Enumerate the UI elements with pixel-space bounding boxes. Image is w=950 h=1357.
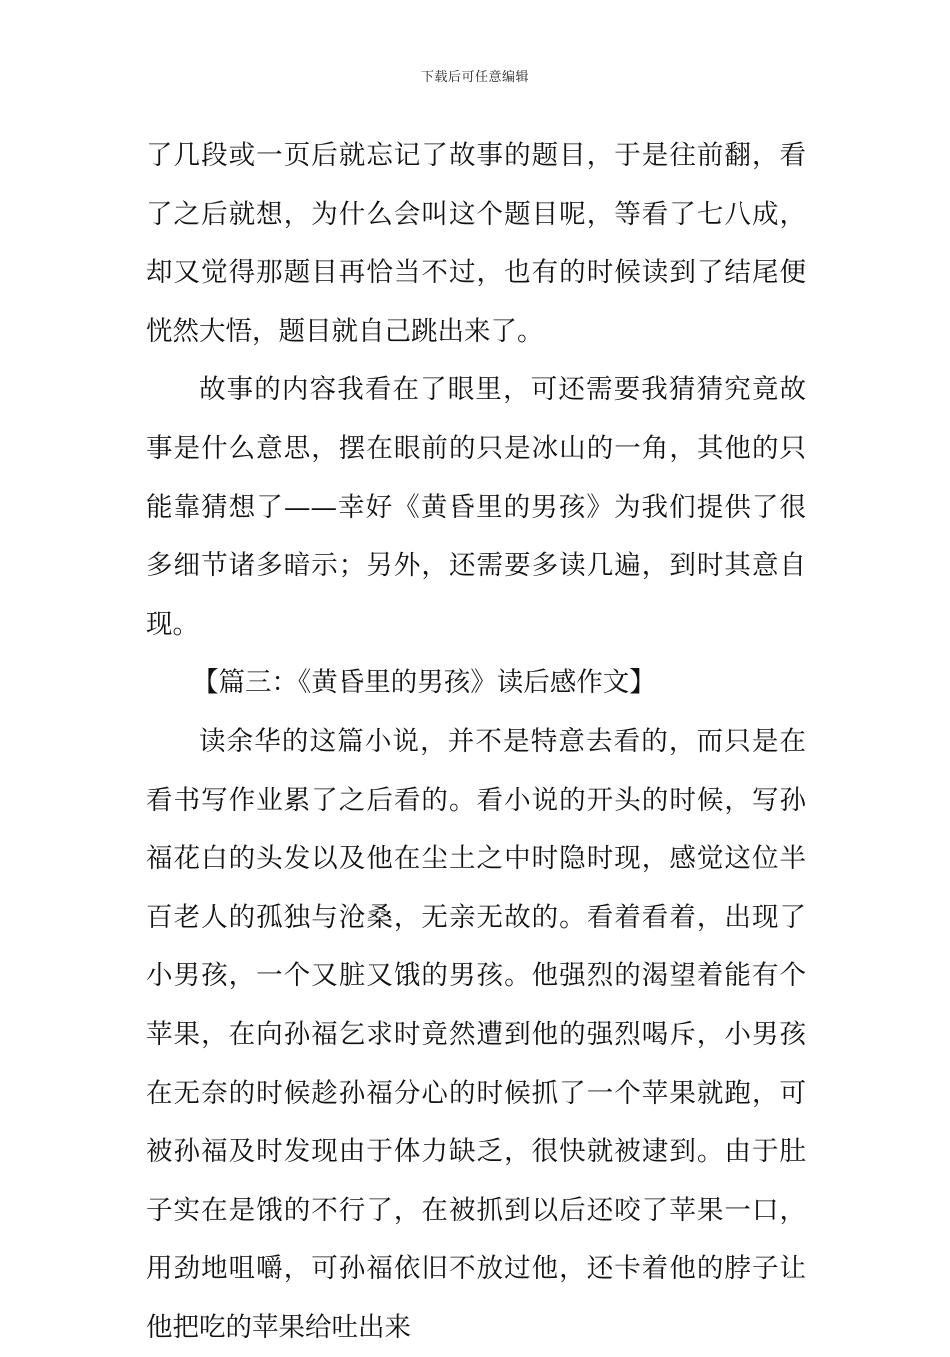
paragraph-essay-three: 读余华的这篇小说，并不是特意去看的，而只是在看书写作业累了之后看的。看小说的开头的时候，写孙福花白的头发以及他在尘土之中时隐时现，感觉这位半百老人的孤独与沧桑，无亲无故的。看着看着，出现了小男孩，一个又脏又饿的男孩。他强烈的渴望着能有个苹果，在向孙福乞求时竟然遭到他的强烈喝斥，小男孩在无奈的时候趁孙福分心的时候抓了一个苹果就跑，可被孙福及时发现由于体力缺乏，很快就被逮到。由于肚子实在是饿的不行了，在被抓到以后还咬了苹果一口，用劲地咀嚼，可孙福依旧不放过他，还卡着他的脖子让他把吃的苹果给吐出来 (146, 725, 806, 1343)
document-body (146, 127, 806, 1357)
section-heading: 【篇三：《黄昏里的男孩》读后感作文】 (192, 667, 656, 699)
paragraph-story-content: 故事的内容我看在了眼里，可还需要我猜猜究竟故事是什么意思，摆在眼前的只是冰山的一角，其他的只能靠猜想了——幸好《黄昏里的男孩》为我们提供了很多细节诸多暗示；另外，还需要多读几遍，到时其意自现。 (146, 374, 806, 640)
page-header-note: 下载后可任意编辑 (420, 70, 529, 85)
paragraph-continuation: 了几段或一页后就忘记了故事的题目，于是往前翻，看了之后就想，为什么会叫这个题目呢，等看了七八成，却又觉得那题目再恰当不过，也有的时候读到了结尾便恍然大悟，题目就自己跳出来了。 (146, 140, 806, 347)
